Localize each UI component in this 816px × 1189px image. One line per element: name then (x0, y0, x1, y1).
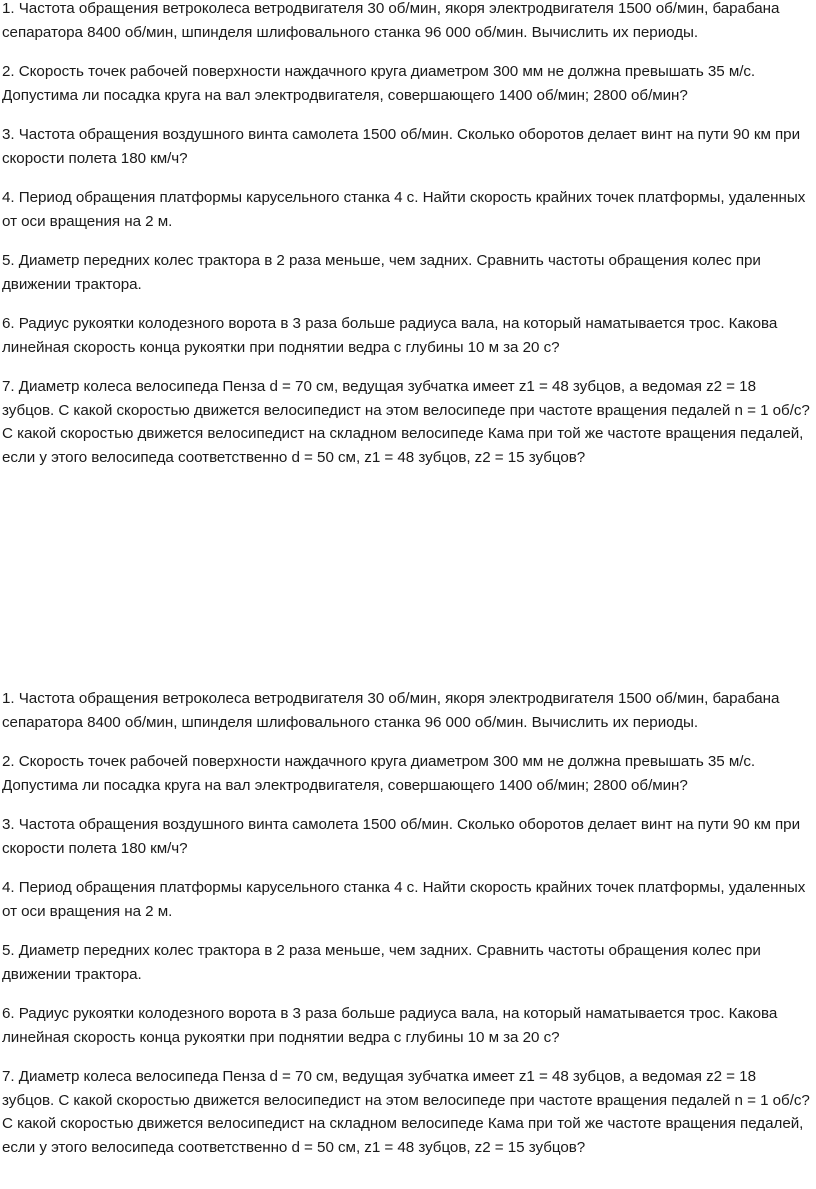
problem-1: 1. Частота обращения ветроколеса ветродвигателя 30 об/мин, якоря электродвигателя 1500 об/мин, барабана сепаратора 8400 об/мин, шпинделя шлифовального станка 96 000 об/мин. Вычислить их периоды. (2, 0, 780, 41)
problem-4: 4. Период обращения платформы карусельного станка 4 с. Найти скорость крайних точек платформы, удаленных от оси вращения на 2 м. (2, 189, 806, 230)
problem-6: 6. Радиус рукоятки колодезного ворота в 3 раза больше радиуса вала, на который наматывается трос. Какова линейная скорость конца рукоятки при поднятии ведра с глубины 10 м за 20 с? (2, 315, 778, 356)
problem-set-bottom (2, 687, 812, 1159)
problem-7: 7. Диаметр колеса велосипеда Пенза d = 70 см, ведущая зубчатка имеет z1 = 48 зубцов, а ведомая z2 = 18 зубцов. С какой скоростью движется велосипедист на этом велосипеде при частоте вращения педалей n = 1 об/с? С какой скоростью движется велосипедист на складном велосипеде Кама при той же частоте вращения педалей, если у этого велосипеда соответственно d = 50 см, z1 = 48 зубцов, z2 = 15 зубцов? (2, 1068, 810, 1156)
problem-3: 3. Частота обращения воздушного винта самолета 1500 об/мин. Сколько оборотов делает винт на пути 90 км при скорости полета 180 км/ч? (2, 126, 801, 167)
problem-3: 3. Частота обращения воздушного винта самолета 1500 об/мин. Сколько оборотов делает винт на пути 90 км при скорости полета 180 км/ч? (2, 816, 801, 857)
problem-1: 1. Частота обращения ветроколеса ветродвигателя 30 об/мин, якоря электродвигателя 1500 об/мин, барабана сепаратора 8400 об/мин, шпинделя шлифовального станка 96 000 об/мин. Вычислить их периоды. (2, 690, 780, 731)
problem-set-top (2, 0, 812, 469)
problem-4: 4. Период обращения платформы карусельного станка 4 с. Найти скорость крайних точек платформы, удаленных от оси вращения на 2 м. (2, 879, 806, 920)
problem-6: 6. Радиус рукоятки колодезного ворота в 3 раза больше радиуса вала, на который наматывается трос. Какова линейная скорость конца рукоятки при поднятии ведра с глубины 10 м за 20 с? (2, 1005, 778, 1046)
problem-7: 7. Диаметр колеса велосипеда Пенза d = 70 см, ведущая зубчатка имеет z1 = 48 зубцов, а ведомая z2 = 18 зубцов. С какой скоростью движется велосипедист на этом велосипеде при частоте вращения педалей n = 1 об/с? С какой скоростью движется велосипедист на складном велосипеде Кама при той же частоте вращения педалей, если у этого велосипеда соответственно d = 50 см, z1 = 48 зубцов, z2 = 15 зубцов? (2, 378, 810, 466)
problem-5: 5. Диаметр передних колес трактора в 2 раза меньше, чем задних. Сравнить частоты обращения колес при движении трактора. (2, 942, 761, 983)
problem-2: 2. Скорость точек рабочей поверхности наждачного круга диаметром 300 мм не должна превышать 35 м/с. Допустима ли посадка круга на вал электродвигателя, совершающего 1400 об/мин; 2800 об/мин? (2, 63, 756, 104)
problem-5: 5. Диаметр передних колес трактора в 2 раза меньше, чем задних. Сравнить частоты обращения колес при движении трактора. (2, 252, 761, 293)
problem-2: 2. Скорость точек рабочей поверхности наждачного круга диаметром 300 мм не должна превышать 35 м/с. Допустима ли посадка круга на вал электродвигателя, совершающего 1400 об/мин; 2800 об/мин? (2, 753, 756, 794)
